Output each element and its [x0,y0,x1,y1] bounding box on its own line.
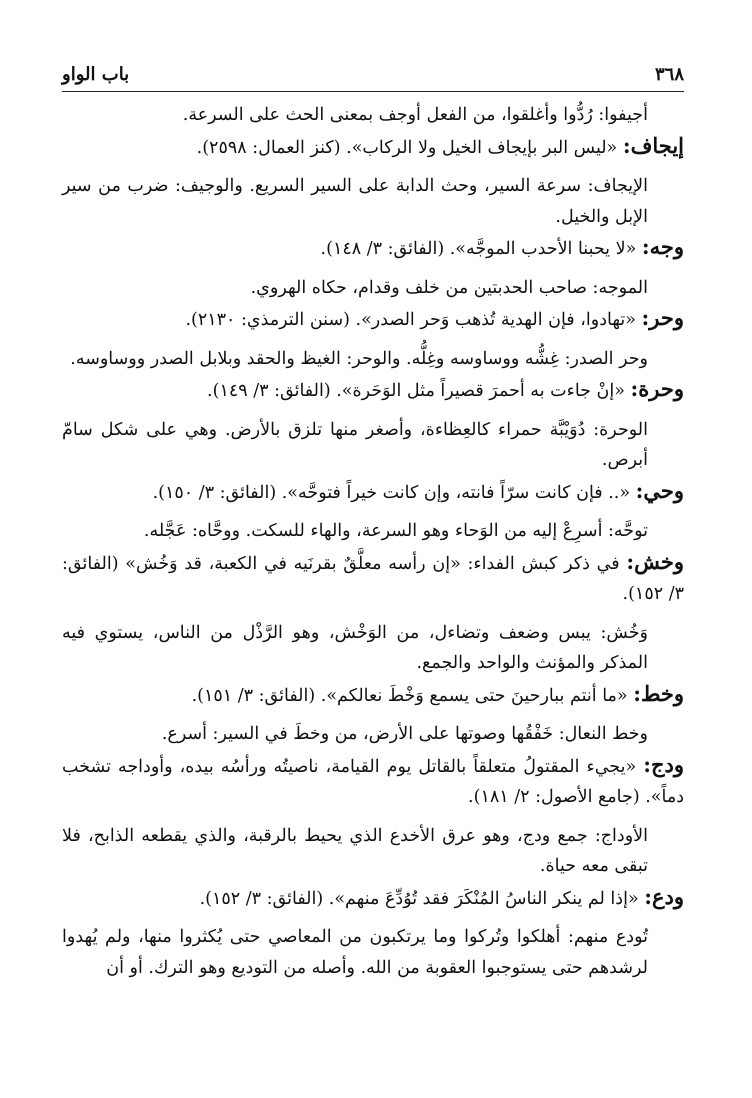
entry-headword: وخط: [633,680,684,706]
dictionary-entry [62,476,684,509]
entry-quote: في ذكر كبش الفداء: «إن رأسه معلَّقٌ بقرنَيه في الكعبة، قد وَخُش» (الفائق: ٣/ ١٥٢). [62,553,684,604]
explanation-paragraph: الإيجاف: سرعة السير، وحث الدابة على السير السريع. والوجيف: ضرب من سير الإبل والخيل. [62,176,648,227]
dictionary-entry [62,131,684,164]
entry-headword: ودج: [643,751,684,777]
explanation-paragraph: تُودع منهم: أهلكوا وتُركوا وما يرتكبون من المعاصي حتى يُكثروا منها، ولم يُهدوا لرشدهم حتى يستوجبوا العقوبة من الله. وأصله من التوديع وهو الترك. أو أن [62,927,648,978]
entry-quote: «إنْ جاءت به أحمرَ قصيراً مثل الوَحَرة». (الفائق: ٣/ ١٤٩). [207,381,631,401]
explanation-paragraph: الوحرة: دُوَيْبَّة حمراء كالعِظاءة، وأصغر منها تلزق بالأرض. وهي على شكل سامّ أبرص. [62,419,648,470]
entry-quote: «إذا لم ينكر الناسُ المُنْكَرَ فقد تُوُدِّعَ منهم». (الفائق: ٣/ ١٥٢). [199,888,645,909]
page-header [62,52,684,92]
explanation-paragraph: أجيفوا: رُدُّوا وأغلقوا، من الفعل أوجف بمعنى الحث على السرعة. [182,105,648,125]
dictionary-entry [62,547,684,610]
explanation-paragraph: وحر الصدر: غِشُّه ووساوسه وغِلُّه. والوحر: الغيظ والحقد وبلابل الصدر ووساوسه. [70,348,648,369]
entry-quote: «تهادوا، فإن الهدية تُذهب وَحر الصدر». (سنن الترمذي: ٢١٣٠). [185,310,642,330]
explanation-paragraph: الموجه: صاحب الحدبتين من خلف وقدام، حكاه الهروي. [250,277,648,298]
explanation-paragraph: وَخُش: يبس وضعف وتضاءل، من الوَخْش، وهو الرَّذْل من الناس، يستوي فيه المذكر والمؤنث والواحد والجمع. [62,622,648,673]
entry-headword: وحي: [635,477,684,503]
entry-headword: ودع: [644,883,684,909]
explanation-paragraph: وخط النعال: خَفْقُها وصوتها على الأرض، من وخطَ في السير: أسرع. [161,724,648,744]
entry-quote: «ليس البر بإيجاف الخيل ولا الركاب». (كنز العمال: ٢٥٩٨). [196,137,623,158]
dictionary-entry [62,303,684,336]
dictionary-entry [62,232,684,265]
page-body [62,100,684,983]
dictionary-entry [62,882,684,915]
dictionary-entry [62,374,684,407]
entry-headword: وحر: [641,305,684,330]
entry-quote: «لا يحبنا الأحدب الموجَّه». (الفائق: ٣/ ١٤٨). [320,239,642,259]
explanation-paragraph: الأوداج: جمع ودج، وهو عرق الأخدع الذي يحيط بالرقبة، والذي يقطعه الذابح، فلا تبقى معه حياة. [62,825,648,876]
entry-quote: «.. فإن كانت سرّاً فانته، وإن كانت خيراً فتوحَّه». (الفائق: ٣/ ١٥٠). [152,482,636,503]
page-number: ٣٦٨ [654,64,684,85]
entry-headword: وخش: [626,548,684,574]
entry-quote: «ما أنتم ببارحينَ حتى يسمع وَخْطَ نعالكم». (الفائق: ٣/ ١٥١). [191,685,634,706]
entry-headword: وحرة: [630,376,684,401]
dictionary-entry [62,750,684,813]
chapter-title: باب الواو [62,64,130,85]
dictionary-entry [62,679,684,712]
entry-quote: «يجيء المقتولُ متعلقاً بالقاتل يوم القيامة، ناصيتُه ورأسُه بيده، وأوداجه تشخب دماً». (جامع الأصول: ٢/ ١٨١). [62,756,684,807]
entry-headword: وجه: [641,234,684,259]
entry-headword: إيجاف: [622,132,684,158]
explanation-paragraph: توحَّه: أسرِعْ إليه من الوَحاء وهو السرعة، والهاء للسكت. ووحَّاه: عَجَّله. [143,521,648,541]
